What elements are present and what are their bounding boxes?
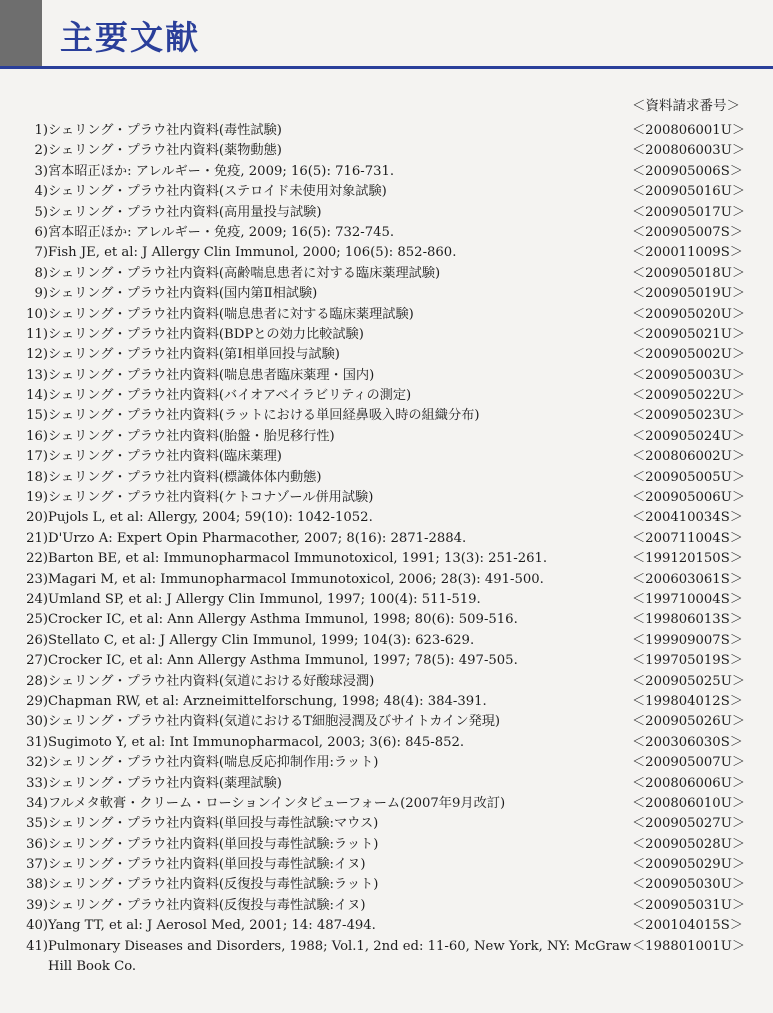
reference-request-number: ＜200410034S＞ [632, 510, 743, 526]
reference-request-number: ＜200806001U＞ [632, 123, 746, 138]
reference-text: シェリング・プラウ社内資料(毒性試験) [48, 123, 282, 138]
reference-number: 33) [26, 775, 48, 791]
reference-item [20, 305, 760, 325]
reference-number: 29) [26, 693, 48, 709]
reference-text: シェリング・プラウ社内資料(胎盤・胎児移行性) [48, 428, 335, 444]
reference-text: シェリング・プラウ社内資料(喘息反応抑制作用:ラット) [48, 755, 379, 771]
reference-item [20, 610, 760, 630]
reference-number: 22) [26, 551, 48, 567]
reference-number: 34) [26, 795, 48, 811]
reference-text: シェリング・プラウ社内資料(単回投与毒性試験:マウス) [48, 816, 379, 832]
reference-text: シェリング・プラウ社内資料(喘息患者に対する臨床薬理試験) [48, 306, 414, 322]
reference-item [20, 814, 760, 834]
reference-text: Magari M, et al: Immunopharmacol Immunotoxicol, 2006; 28(3): 491-500. [48, 571, 544, 587]
reference-number: 5) [34, 204, 48, 220]
reference-number: 36) [26, 836, 48, 852]
reference-item [20, 325, 760, 345]
reference-request-number: ＜200905019U＞ [632, 286, 746, 302]
reference-number: 41) [26, 938, 48, 954]
reference-request-number: ＜200905021U＞ [632, 326, 746, 342]
reference-request-number: ＜199909007S＞ [632, 632, 743, 648]
reference-request-number: ＜200905025U＞ [632, 673, 746, 689]
reference-request-number: ＜200905018U＞ [632, 265, 746, 281]
reference-request-number: ＜200905006S＞ [632, 163, 743, 179]
reference-item [20, 549, 760, 569]
reference-item [20, 284, 760, 304]
reference-request-number: ＜200905002U＞ [632, 347, 746, 363]
reference-item [20, 590, 760, 610]
reference-item [20, 488, 760, 508]
reference-request-number: ＜200905028U＞ [632, 836, 746, 852]
reference-number: 11) [26, 326, 48, 342]
reference-item [20, 447, 760, 467]
reference-text: シェリング・プラウ社内資料(薬物動態) [48, 143, 282, 159]
reference-text: シェリング・プラウ社内資料(高齢喘息患者に対する臨床薬理試験) [48, 265, 441, 281]
reference-text: シェリング・プラウ社内資料(気道における好酸球浸潤) [48, 673, 375, 689]
reference-number: 7) [34, 245, 48, 261]
reference-request-number: ＜200905020U＞ [632, 306, 746, 322]
reference-request-number: ＜200905017U＞ [632, 204, 746, 220]
reference-text: Barton BE, et al: Immunopharmacol Immunotoxicol, 1991; 13(3): 251-261. [48, 551, 548, 567]
reference-item [20, 141, 760, 161]
reference-text: シェリング・プラウ社内資料(第Ⅰ相単回投与試験) [48, 347, 340, 363]
reference-request-number: ＜200104015S＞ [632, 918, 743, 934]
reference-item [20, 631, 760, 651]
reference-item [20, 529, 760, 549]
reference-number: 31) [26, 734, 48, 750]
reference-text: フルメタ軟膏・クリーム・ローションインタビューフォーム(2007年9月改訂) [48, 795, 506, 811]
reference-number: 2) [34, 143, 48, 159]
reference-number: 19) [26, 490, 48, 506]
reference-item [20, 182, 760, 202]
reference-number: 12) [26, 347, 48, 363]
reference-request-number: ＜200011009S＞ [632, 245, 743, 261]
reference-number: 28) [26, 673, 48, 689]
reference-item [20, 753, 760, 773]
reference-number: 15) [26, 408, 48, 424]
reference-request-number: ＜199705019S＞ [632, 653, 743, 669]
reference-item [20, 345, 760, 365]
page-title: 主要文献 [60, 18, 200, 57]
reference-number: 8) [34, 265, 48, 281]
reference-request-number: ＜200905030U＞ [632, 877, 746, 893]
reference-item [20, 733, 760, 753]
reference-request-number: ＜200905023U＞ [632, 408, 746, 424]
reference-request-number: ＜199120150S＞ [632, 551, 743, 567]
reference-number: 37) [26, 857, 48, 873]
reference-item [20, 672, 760, 692]
reference-text: Chapman RW, et al: Arzneimittelforschung, 1998; 48(4): 384-391. [48, 693, 487, 709]
reference-item [20, 162, 760, 182]
reference-request-number: ＜200306030S＞ [632, 734, 743, 750]
reference-text: Pulmonary Diseases and Disorders, 1988; Vol.1, 2nd ed: 11-60, New York, NY: McGraw Hill Book Co. [48, 938, 632, 975]
reference-number: 24) [26, 591, 48, 607]
reference-text: シェリング・プラウ社内資料(臨床薬理) [48, 449, 282, 465]
column-header-request-number: ＜資料請求番号＞ [632, 98, 740, 114]
reference-text: Crocker IC, et al: Ann Allergy Asthma Immunol, 1998; 80(6): 509-516. [48, 612, 518, 628]
reference-text: シェリング・プラウ社内資料(ラットにおける単回経鼻吸入時の組織分布) [48, 408, 480, 424]
reference-request-number: ＜200905007S＞ [632, 224, 743, 240]
reference-number: 27) [26, 653, 48, 669]
reference-request-number: ＜200905007U＞ [632, 755, 746, 771]
reference-text: Yang TT, et al: J Aerosol Med, 2001; 14: 487-494. [48, 918, 376, 934]
reference-item [20, 223, 760, 243]
reference-item [20, 835, 760, 855]
reference-number: 4) [34, 184, 48, 200]
reference-request-number: ＜200905031U＞ [632, 897, 746, 913]
reference-number: 9) [34, 286, 48, 302]
reference-item [20, 468, 760, 488]
reference-text: シェリング・プラウ社内資料(国内第Ⅱ相試験) [48, 286, 318, 302]
reference-list [20, 121, 760, 977]
reference-number: 17) [26, 449, 48, 465]
reference-request-number: ＜200905024U＞ [632, 428, 746, 444]
reference-request-number: ＜200905022U＞ [632, 388, 746, 404]
reference-text: シェリング・プラウ社内資料(単回投与毒性試験:ラット) [48, 836, 379, 852]
reference-text: シェリング・プラウ社内資料(気道におけるT細胞浸潤及びサイトカイン発現) [48, 714, 501, 730]
reference-text: シェリング・プラウ社内資料(バイオアベイラビリティの測定) [48, 388, 412, 404]
reference-text: シェリング・プラウ社内資料(BDPとの効力比較試験) [48, 326, 364, 342]
reference-number: 14) [26, 388, 48, 404]
reference-number: 40) [26, 918, 48, 934]
reference-request-number: ＜200806002U＞ [632, 449, 746, 465]
reference-number: 13) [26, 367, 48, 383]
reference-number: 21) [26, 530, 48, 546]
reference-item [20, 264, 760, 284]
reference-text: D'Urzo A: Expert Opin Pharmacother, 2007; 8(16): 2871-2884. [48, 530, 467, 546]
reference-request-number: ＜199710004S＞ [632, 591, 743, 607]
reference-text: Sugimoto Y, et al: Int Immunopharmacol, 2003; 3(6): 845-852. [48, 734, 465, 750]
page-header [0, 0, 773, 72]
reference-text: シェリング・プラウ社内資料(反復投与毒性試験:ラット) [48, 877, 379, 893]
reference-number: 26) [26, 632, 48, 648]
reference-number: 3) [34, 163, 48, 179]
reference-text: シェリング・プラウ社内資料(ステロイド未使用対象試験) [48, 184, 387, 200]
reference-item [20, 386, 760, 406]
reference-request-number: ＜200806003U＞ [632, 143, 746, 159]
reference-number: 38) [26, 877, 48, 893]
reference-item [20, 692, 760, 712]
reference-request-number: ＜200905027U＞ [632, 816, 746, 832]
reference-item [20, 406, 760, 426]
reference-request-number: ＜200711004S＞ [632, 530, 743, 546]
reference-request-number: ＜200905029U＞ [632, 857, 746, 873]
reference-text: Umland SP, et al: J Allergy Clin Immunol, 1997; 100(4): 511-519. [48, 591, 481, 607]
reference-text: Fish JE, et al: J Allergy Clin Immunol, 2000; 106(5): 852-860. [48, 245, 457, 261]
reference-item [20, 570, 760, 590]
reference-item [20, 427, 760, 447]
reference-text: Crocker IC, et al: Ann Allergy Asthma Immunol, 1997; 78(5): 497-505. [48, 653, 518, 669]
reference-number: 30) [26, 714, 48, 730]
reference-number: 10) [26, 306, 48, 322]
reference-text: Pujols L, et al: Allergy, 2004; 59(10): 1042-1052. [48, 510, 373, 526]
reference-request-number: ＜200905003U＞ [632, 367, 746, 383]
reference-text: シェリング・プラウ社内資料(反復投与毒性試験:イヌ) [48, 897, 366, 913]
reference-number: 39) [26, 897, 48, 913]
reference-item [20, 243, 760, 263]
reference-number: 23) [26, 571, 48, 587]
reference-item [20, 712, 760, 732]
header-side-bar [0, 0, 42, 66]
reference-number: 25) [26, 612, 48, 628]
reference-text: シェリング・プラウ社内資料(標識体体内動態) [48, 469, 322, 485]
reference-number: 6) [34, 224, 48, 240]
reference-number: 32) [26, 755, 48, 771]
reference-request-number: ＜200905026U＞ [632, 714, 746, 730]
reference-item [20, 896, 760, 916]
reference-text: シェリング・プラウ社内資料(薬理試験) [48, 775, 282, 791]
reference-item [20, 794, 760, 814]
reference-request-number: ＜199806013S＞ [632, 612, 743, 628]
reference-item [20, 651, 760, 671]
reference-number: 16) [26, 428, 48, 444]
reference-request-number: ＜200806010U＞ [632, 795, 746, 811]
reference-item [20, 916, 760, 936]
reference-text: シェリング・プラウ社内資料(高用量投与試験) [48, 204, 322, 220]
reference-number: 20) [26, 510, 48, 526]
reference-request-number: ＜199804012S＞ [632, 693, 743, 709]
reference-request-number: ＜200806006U＞ [632, 775, 746, 791]
reference-request-number: ＜198801001U＞ [632, 938, 746, 954]
reference-item [20, 875, 760, 895]
reference-request-number: ＜200905016U＞ [632, 184, 746, 200]
reference-number: 35) [26, 816, 48, 832]
reference-text: 宮本昭正ほか: アレルギー・免疫, 2009; 16(5): 732-745. [48, 224, 395, 240]
reference-text: シェリング・プラウ社内資料(喘息患者臨床薬理・国内) [48, 367, 375, 383]
reference-number: 1) [34, 123, 48, 138]
header-rule [0, 66, 773, 69]
reference-item [20, 937, 760, 978]
reference-request-number: ＜200905006U＞ [632, 490, 746, 506]
reference-number: 18) [26, 469, 48, 485]
reference-text: 宮本昭正ほか: アレルギー・免疫, 2009; 16(5): 716-731. [48, 163, 395, 179]
reference-text: シェリング・プラウ社内資料(単回投与毒性試験:イヌ) [48, 857, 366, 873]
reference-item [20, 366, 760, 386]
reference-item [20, 121, 760, 141]
reference-item [20, 508, 760, 528]
reference-text: シェリング・プラウ社内資料(ケトコナゾール併用試験) [48, 490, 374, 506]
reference-request-number: ＜200905005U＞ [632, 469, 746, 485]
reference-text: Stellato C, et al: J Allergy Clin Immunol, 1999; 104(3): 623-629. [48, 632, 475, 648]
reference-request-number: ＜200603061S＞ [632, 571, 743, 587]
reference-item [20, 855, 760, 875]
reference-item [20, 774, 760, 794]
reference-item [20, 203, 760, 223]
